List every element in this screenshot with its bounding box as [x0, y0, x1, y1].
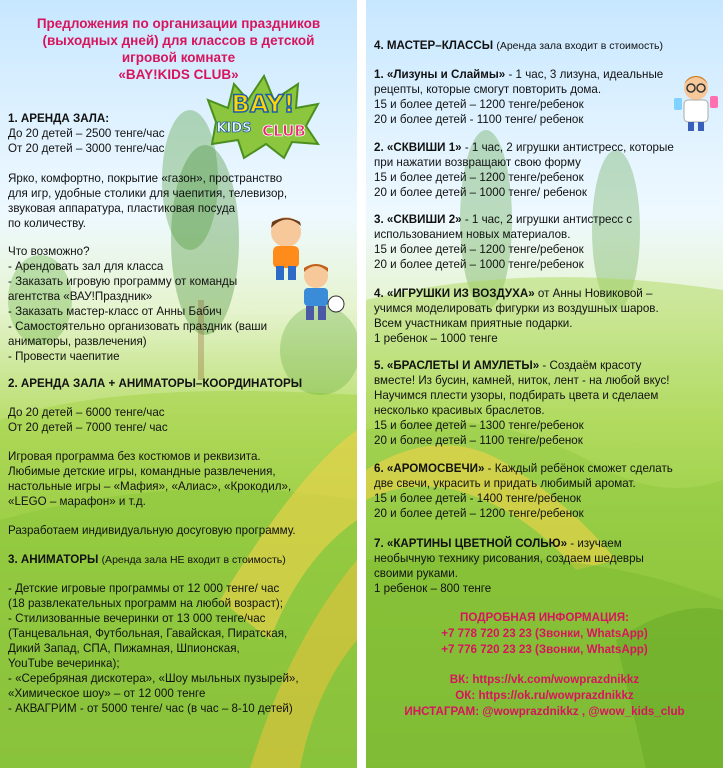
section-3-line: Дикий Запад, СПА, Пижамная, Шпионская,	[8, 642, 240, 655]
right-content	[366, 0, 723, 768]
master-class-title-line	[374, 287, 652, 302]
master-class-line: Научимся плести узоры, подбирать цвета и сделаем	[374, 389, 659, 402]
master-class-title: 2. «СКВИШИ 1»	[374, 141, 462, 154]
master-class-intro: - Создаём красоту	[539, 359, 642, 372]
section-4-heading-line	[374, 39, 663, 54]
section-2-price: До 20 детей – 6000 тенге/час	[8, 406, 165, 419]
master-class-title: 1. «Лизуны и Слаймы»	[374, 68, 506, 81]
possible-item: - Провести чаепитие	[8, 350, 120, 363]
possible-item: аниматоры, развлечения)	[8, 335, 147, 348]
master-class-line: рецепты, которые смогут повторить дома.	[374, 83, 602, 96]
master-class-line: 20 и более детей – 1000 тенге/ребенок	[374, 258, 584, 271]
section-2-extra: Разработаем индивидуальную досуговую программу.	[8, 524, 296, 537]
master-class-line: 20 и более детей – 1100 тенге/ребенок	[374, 434, 583, 447]
section-2-desc: настольные игры – «Мафия», «Алиас», «Крокодил»,	[8, 480, 292, 493]
master-class-line: несколько красивых браслетов.	[374, 404, 545, 417]
master-class-line: своими руками.	[374, 567, 458, 580]
possible-item: агентства «ВАУ!Праздник»	[8, 290, 153, 303]
instagram-link[interactable]: ИНСТАГРАМ: @wowprazdnikkz , @wow_kids_club	[404, 705, 685, 718]
master-class-line: 1 ребенок – 1000 тенге	[374, 332, 498, 345]
left-panel	[0, 0, 357, 768]
section-3-heading-line	[8, 553, 286, 568]
section-2-heading: 2. АРЕНДА ЗАЛА + АНИМАТОРЫ–КООРДИНАТОРЫ	[8, 377, 303, 390]
master-class-intro: - 1 час, 2 игрушки антистресс, которые	[461, 141, 674, 154]
section-3-line: «Химическое шоу» – от 12 000 тенге	[8, 687, 206, 700]
section-1-desc: Ярко, комфортно, покрытие «газон», пространство	[8, 172, 283, 185]
section-3-line: - Детские игровые программы от 12 000 тенге/ час	[8, 582, 280, 595]
master-class-title-line	[374, 141, 674, 156]
possible-item: - Заказать игровую программу от команды	[8, 275, 238, 288]
info-heading: ПОДРОБНАЯ ИНФОРМАЦИЯ:	[460, 611, 629, 624]
master-class-intro: от Анны Новиковой –	[534, 287, 653, 300]
master-class-title-line	[374, 68, 663, 83]
master-class-line: 15 и более детей – 1200 тенге/ребенок	[374, 98, 584, 111]
master-class-title-line	[374, 359, 641, 374]
section-1-heading: 1. АРЕНДА ЗАЛА:	[8, 112, 110, 125]
master-class-line: 20 и более детей – 1000 тенге/ ребенок	[374, 186, 587, 199]
ok-link[interactable]: ОК: https://ok.ru/wowprazdnikkz	[455, 689, 634, 702]
master-class-line: 20 и более детей - 1100 тенге/ ребенок	[374, 113, 584, 126]
section-3-line: YouTube вечеринка);	[8, 657, 120, 670]
master-class-title: 7. «КАРТИНЫ ЦВЕТНОЙ СОЛЬЮ»	[374, 537, 568, 550]
master-class-title: 6. «АРОМОСВЕЧИ»	[374, 462, 485, 475]
master-class-line: учимся моделировать фигурки из воздушных шаров.	[374, 302, 659, 315]
section-1-price: До 20 детей – 2500 тенге/час	[8, 127, 165, 140]
section-4-heading-note: (Аренда зала входит в стоимость)	[496, 40, 664, 52]
logo-text-bay: BAY!	[231, 90, 295, 118]
section-2-desc: Любимые детские игры, командные развлечения,	[8, 465, 276, 478]
section-3-line: (Танцевальная, Футбольная, Гавайская, Пиратская,	[8, 627, 288, 640]
master-class-intro: - Каждый ребёнок сможет сделать	[484, 462, 673, 475]
possible-item: - Заказать мастер-класс от Анны Бабич	[8, 305, 222, 318]
logo-text-kids: KIDS	[216, 121, 252, 136]
title-line-2: (выходных дней) для классов в детской	[42, 33, 315, 48]
section-1-desc: по количеству.	[8, 217, 86, 230]
section-3-heading: 3. АНИМАТОРЫ	[8, 553, 99, 566]
section-2-desc: «LEGO – марафон» и т.д.	[8, 495, 146, 508]
logo-text-club: CLUB	[262, 122, 306, 140]
title-line-4: «BAY!KIDS CLUB»	[118, 67, 239, 82]
panel-divider	[357, 0, 366, 768]
phone-number[interactable]: +7 776 720 23 23 (Звонки, WhatsApp)	[441, 643, 648, 656]
master-class-line: две свечи, украсить и придать любимый аромат.	[374, 477, 636, 490]
section-3-line: (18 развлекательных программ на любой возраст);	[8, 597, 284, 610]
right-panel	[366, 0, 723, 768]
master-class-line: Всем участникам приятные подарки.	[374, 317, 573, 330]
master-class-title-line	[374, 213, 632, 228]
master-class-intro: - 1 час, 3 лизуна, идеальные	[505, 68, 664, 81]
master-class-title: 5. «БРАСЛЕТЫ И АМУЛЕТЫ»	[374, 359, 540, 372]
master-class-intro: - 1 час, 2 игрушки антистресс с	[461, 213, 633, 226]
master-class-line: 15 и более детей – 1200 тенге/ребенок	[374, 171, 584, 184]
master-class-intro: - изучаем	[567, 537, 622, 550]
master-class-title-line	[374, 462, 673, 477]
master-class-line: вместе! Из бусин, камней, ниток, лент - на любой вкус!	[374, 374, 670, 387]
section-3-heading-note: (Аренда зала НЕ входит в стоимость)	[101, 554, 286, 566]
section-2-desc: Игровая программа без костюмов и реквизита.	[8, 450, 261, 463]
possible-item: - Самостоятельно организовать праздник (ваши	[8, 320, 268, 333]
master-class-line: 20 и более детей – 1200 тенге/ребенок	[374, 507, 584, 520]
master-class-line: использованием новых материалов.	[374, 228, 571, 241]
vk-link[interactable]: ВК: https://vk.com/wowprazdnikkz	[449, 673, 640, 686]
section-4-heading: 4. МАСТЕР–КЛАССЫ	[374, 39, 494, 52]
master-class-title-line	[374, 537, 622, 552]
master-class-title: 3. «СКВИШИ 2»	[374, 213, 462, 226]
master-class-line: 1 ребенок – 800 тенге	[374, 582, 492, 595]
section-2-price: От 20 детей – 7000 тенге/ час	[8, 421, 168, 434]
master-class-title: 4. «ИГРУШКИ ИЗ ВОЗДУХА»	[374, 287, 535, 300]
master-class-line: 15 и более детей - 1400 тенге/ребенок	[374, 492, 582, 505]
master-class-line: необычную технику рисования, создаем шедевры	[374, 552, 644, 565]
section-1-desc: для игр, удобные столики для чаепития, телевизор,	[8, 187, 288, 200]
possible-item: - Арендовать зал для класса	[8, 260, 164, 273]
title-line-1: Предложения по организации праздников	[36, 16, 321, 31]
master-class-line: 15 и более детей – 1300 тенге/ребенок	[374, 419, 584, 432]
section-3-line: - АКВАГРИМ - от 5000 тенге/ час (в час – 8-10 детей)	[8, 702, 293, 715]
possible-title: Что возможно?	[8, 245, 90, 258]
section-1-price: От 20 детей – 3000 тенге/час	[8, 142, 165, 155]
phone-number[interactable]: +7 778 720 23 23 (Звонки, WhatsApp)	[441, 627, 648, 640]
master-class-line: 15 и более детей – 1200 тенге/ребенок	[374, 243, 584, 256]
section-3-line: - «Серебряная дискотера», «Шоу мыльных пузырей»,	[8, 672, 299, 685]
section-1-desc: звуковая аппаратура, пластиковая посуда	[8, 202, 236, 215]
left-content	[0, 0, 357, 768]
section-3-line: - Стилизованные вечеринки от 13 000 тенге/час	[8, 612, 266, 625]
master-class-line: при нажатии возвращают свою форму	[374, 156, 581, 169]
title-line-3: игровой комнате	[121, 50, 236, 65]
